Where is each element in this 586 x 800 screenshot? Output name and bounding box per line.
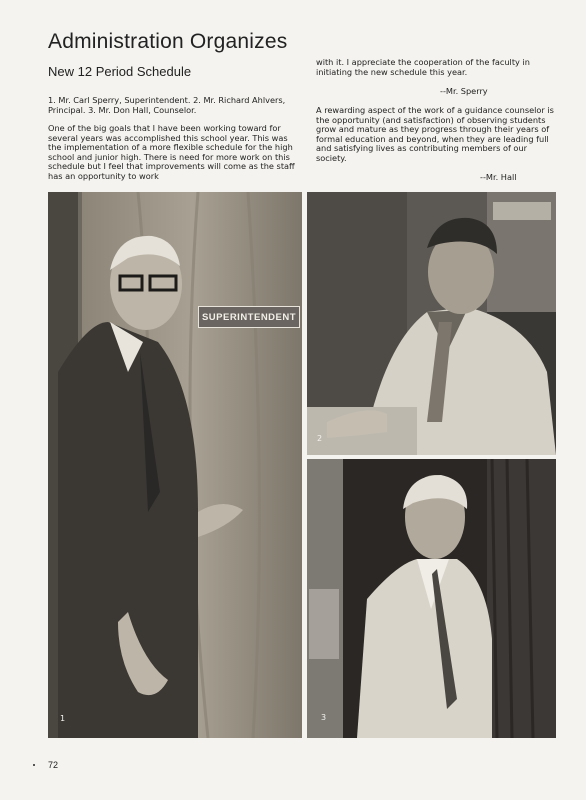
sperry-statement-part1: One of the big goals that I have been working toward for several years was accomplished this school year. This was the implementation of a more flexible schedule for the high school and junior high. There is need for more work on this schedule but I feel that improvements will come as the staff has an opportunity to work [48, 123, 295, 181]
hall-statement: A rewarding aspect of the work of a guidance counselor is the opportunity (and satisfaction) of observing students grow and mature as they progress through their years of formal education and beyond, when they are leading full and satisfying lives as contributing members of our society. [316, 105, 554, 163]
photo-counselor-illustration [307, 459, 556, 738]
page-subtitle: New 12 Period Schedule [48, 64, 192, 79]
hall-signature: --Mr. Hall [480, 172, 517, 182]
photo-caption: 1. Mr. Carl Sperry, Superintendent. 2. Mr. Richard Ahlvers, Principal. 3. Mr. Don Hall, Counselor. [48, 95, 286, 115]
sperry-statement-part2: with it. I appreciate the cooperation of the faculty in initiating the new schedule this year. [316, 57, 530, 77]
photo-number: 1 [60, 714, 66, 723]
photo-number: 2 [317, 434, 323, 443]
photo-principal [307, 192, 556, 455]
photo-principal-illustration [307, 192, 556, 455]
superintendent-door-sign: SUPERINTENDENT [198, 306, 300, 328]
page-mark [33, 764, 35, 766]
page-number: 72 [48, 760, 59, 770]
page-title: Administration Organizes [48, 30, 288, 53]
photo-counselor [307, 459, 556, 738]
photo-number: 3 [321, 713, 327, 722]
photo-superintendent-illustration [48, 192, 302, 738]
photo-superintendent [48, 192, 302, 738]
sperry-signature: --Mr. Sperry [440, 86, 488, 96]
